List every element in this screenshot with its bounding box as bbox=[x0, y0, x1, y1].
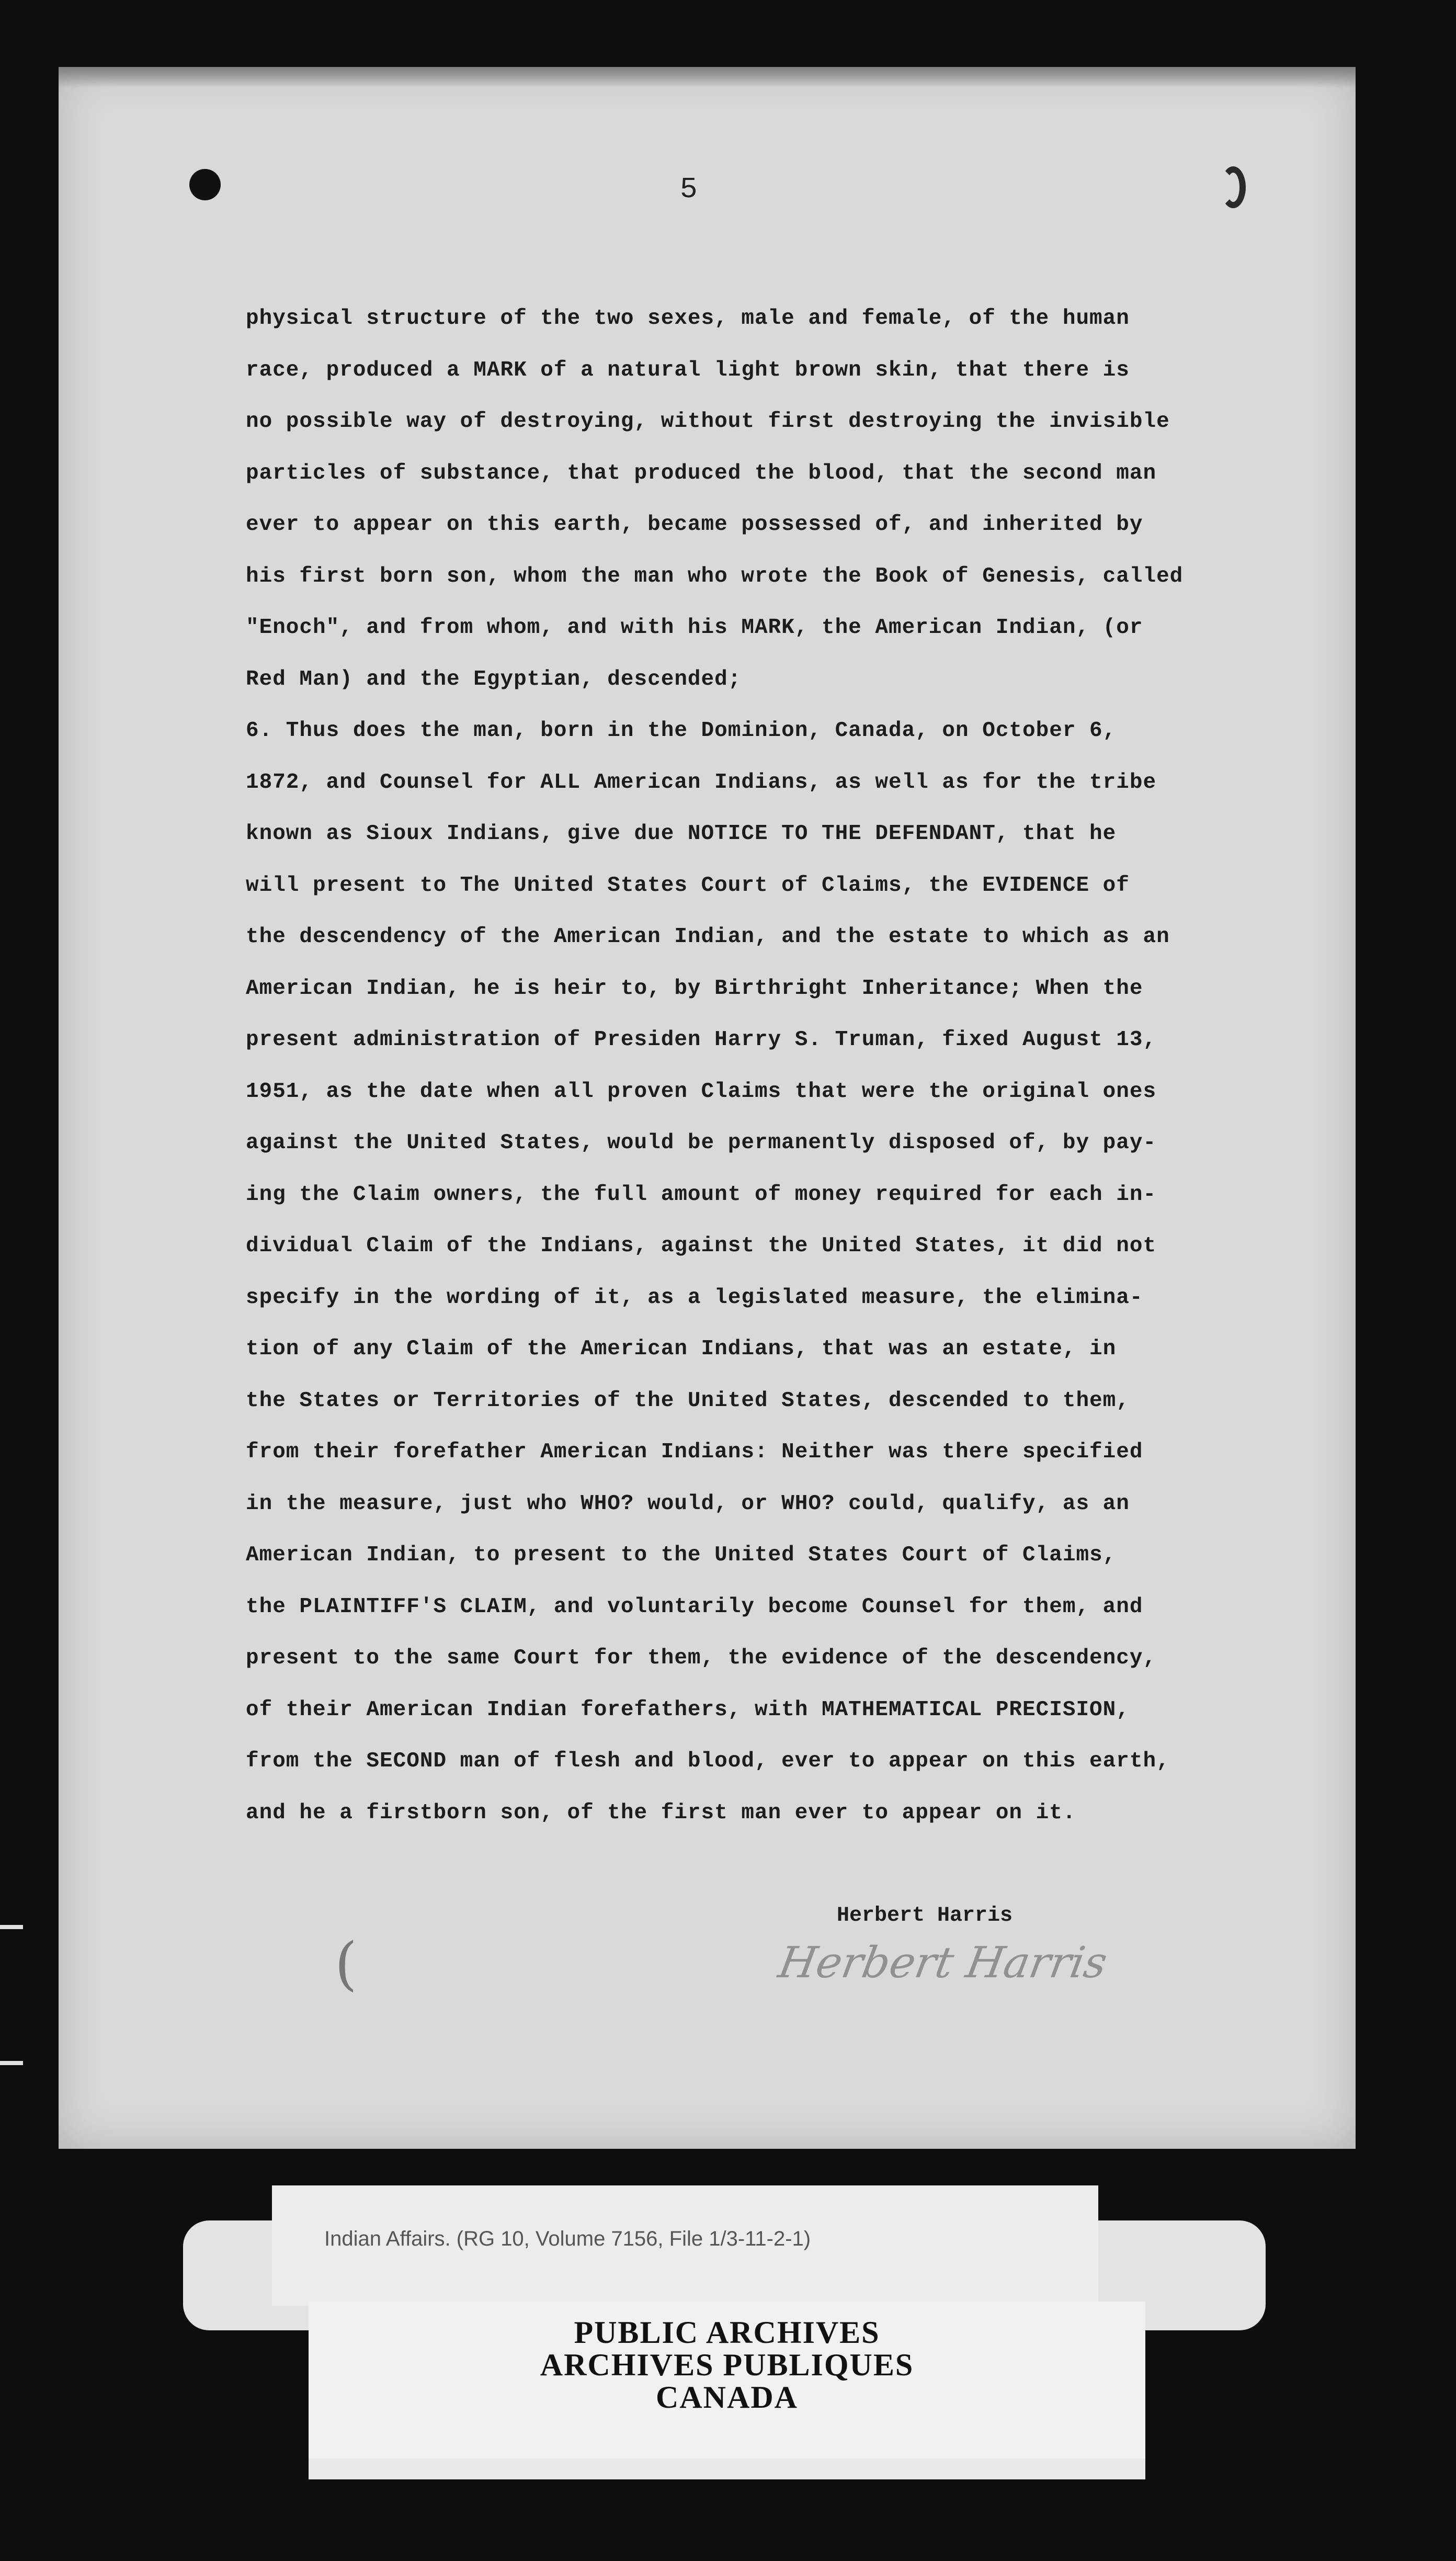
body-line: specify in the wording of it, as a legislated measure, the elimina- bbox=[246, 1285, 1143, 1310]
edge-tick bbox=[0, 2061, 23, 2065]
typed-signature-name: Herbert Harris bbox=[837, 1904, 1013, 1928]
pencil-mark: ( bbox=[335, 1930, 357, 1997]
punch-hole bbox=[189, 169, 221, 200]
body-line: the descendency of the American Indian, and the estate to which as an bbox=[246, 925, 1170, 949]
handwritten-signature: Herbert Harris bbox=[775, 1938, 1111, 1988]
body-line: from the SECOND man of flesh and blood, ever to appear on this earth, bbox=[246, 1749, 1170, 1773]
signature-block bbox=[775, 1904, 1111, 1988]
body-line: and he a firstborn son, of the first man ever to appear on it. bbox=[246, 1800, 1076, 1825]
body-line: no possible way of destroying, without first destroying the invisible bbox=[246, 410, 1170, 434]
stamp-line-1: PUBLIC ARCHIVES bbox=[574, 2315, 880, 2350]
body-line: in the measure, just who WHO? would, or WHO? could, qualify, as an bbox=[246, 1491, 1130, 1516]
stamp-line-3: CANADA bbox=[656, 2380, 798, 2415]
body-line: will present to The United States Court of Claims, the EVIDENCE of bbox=[246, 873, 1130, 898]
body-line: "Enoch", and from whom, and with his MARK, the American Indian, (or bbox=[246, 616, 1143, 640]
body-line: 6. Thus does the man, born in the Dominion, Canada, on October 6, bbox=[246, 719, 1117, 743]
archive-reference: Indian Affairs. (RG 10, Volume 7156, File 1/3-11-2-1) bbox=[324, 2227, 811, 2250]
body-line: against the United States, would be permanently disposed of, by pay- bbox=[246, 1131, 1157, 1155]
stamp-line-2: ARCHIVES PUBLIQUES bbox=[540, 2348, 914, 2382]
body-line: the PLAINTIFF'S CLAIM, and voluntarily become Counsel for them, and bbox=[246, 1594, 1143, 1619]
body-line: ever to appear on this earth, became possessed of, and inherited by bbox=[246, 513, 1143, 537]
body-line: dividual Claim of the Indians, against the United States, it did not bbox=[246, 1234, 1157, 1258]
body-line: of their American Indian forefathers, with MATHEMATICAL PRECISION, bbox=[246, 1697, 1130, 1722]
body-line: his first born son, whom the man who wrote the Book of Genesis, called bbox=[246, 564, 1184, 588]
body-line: present to the same Court for them, the evidence of the descendency, bbox=[246, 1646, 1157, 1670]
body-line: 1872, and Counsel for ALL American Indians, as well as for the tribe bbox=[246, 770, 1157, 795]
stamp-base bbox=[309, 2458, 1145, 2479]
body-line: from their forefather American Indians: Neither was there specified bbox=[246, 1440, 1143, 1464]
body-line: particles of substance, that produced the blood, that the second man bbox=[246, 461, 1157, 485]
body-line: race, produced a MARK of a natural light brown skin, that there is bbox=[246, 358, 1130, 382]
body-line: ing the Claim owners, the full amount of money required for each in- bbox=[246, 1182, 1157, 1207]
document-body bbox=[246, 293, 1229, 1839]
archives-stamp bbox=[309, 2302, 1145, 2458]
body-line: Red Man) and the Egyptian, descended; bbox=[246, 667, 742, 692]
page-edge-shadow bbox=[59, 67, 1356, 88]
body-line: American Indian, to present to the United States Court of Claims, bbox=[246, 1543, 1117, 1567]
body-line: present administration of Presiden Harry S. Truman, fixed August 13, bbox=[246, 1028, 1157, 1052]
edge-tick bbox=[0, 1925, 23, 1929]
body-line: the States or Territories of the United States, descended to them, bbox=[246, 1388, 1130, 1413]
body-line: known as Sioux Indians, give due NOTICE TO THE DEFENDANT, that he bbox=[246, 822, 1117, 846]
body-line: physical structure of the two sexes, male and female, of the human bbox=[246, 307, 1130, 331]
body-line: American Indian, he is heir to, by Birthright Inheritance; When the bbox=[246, 976, 1143, 1001]
page-number: 5 bbox=[680, 173, 698, 206]
body-line: 1951, as the date when all proven Claims that were the original ones bbox=[246, 1079, 1157, 1104]
archive-label-card bbox=[272, 2185, 1098, 2306]
punch-hole-right bbox=[1221, 166, 1246, 208]
body-line: tion of any Claim of the American Indians, that was an estate, in bbox=[246, 1337, 1117, 1361]
